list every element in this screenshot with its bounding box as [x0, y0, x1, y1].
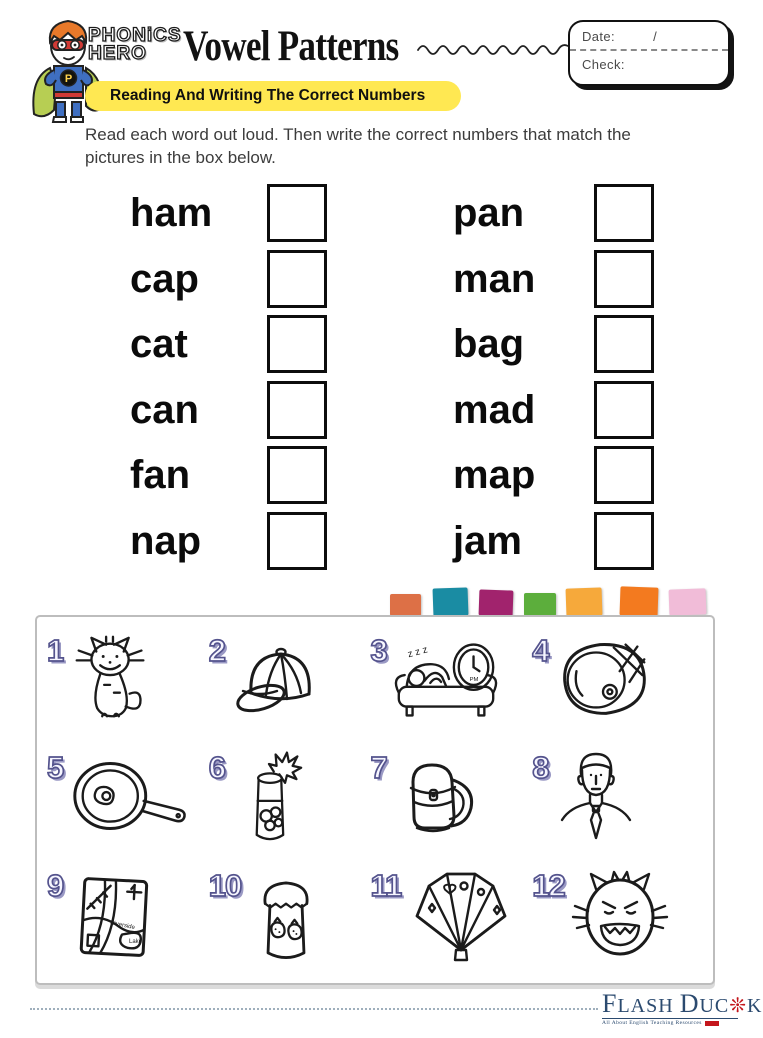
- word-fan: fan: [130, 453, 190, 497]
- date-separator: /: [653, 29, 658, 44]
- picture-number: 2: [208, 633, 225, 668]
- answer-box-fan[interactable]: [267, 446, 327, 504]
- picture-cell: [209, 625, 371, 742]
- word-jam: jam: [453, 519, 522, 563]
- answer-box-bag[interactable]: [594, 315, 654, 373]
- date-label: Date:: [582, 29, 616, 44]
- tab-color-3: [479, 589, 514, 616]
- picture-number: 5: [47, 750, 64, 786]
- svg-text:PM: PM: [469, 676, 479, 683]
- date-check-box: [568, 20, 730, 86]
- picture-cell: [209, 742, 371, 859]
- picture-number: 1: [47, 633, 64, 668]
- answer-box-ham[interactable]: [267, 184, 327, 242]
- check-label: Check:: [582, 57, 625, 72]
- picture-cell: [47, 742, 209, 859]
- picture-number: 10: [208, 867, 242, 903]
- logo-line-2: HERO: [88, 43, 147, 65]
- jam-picture: [241, 864, 331, 968]
- pan-picture: [63, 746, 191, 846]
- fan-picture: [401, 864, 521, 966]
- page-title: Vowel Patterns: [183, 23, 399, 70]
- answer-box-cap[interactable]: [267, 250, 327, 308]
- ham-picture: [549, 629, 657, 729]
- phonics-hero-logo: [88, 27, 182, 63]
- picture-number: 9: [47, 867, 64, 903]
- word-mad: mad: [453, 388, 536, 432]
- picture-number: 6: [208, 750, 225, 786]
- picture-number: 8: [532, 750, 549, 786]
- picture-cell: [371, 625, 533, 742]
- nap-picture: [387, 629, 505, 729]
- brand-word-duck: DUC❊K: [679, 989, 763, 1018]
- bag-picture: [387, 746, 487, 846]
- answer-box-mad[interactable]: [594, 381, 654, 439]
- tab-color-6: [620, 586, 659, 616]
- svg-text:z z z: z z z: [406, 644, 429, 661]
- squiggle-divider: [416, 38, 568, 62]
- word-bag: bag: [453, 322, 525, 366]
- logo-line-1: PHONiCS: [88, 25, 182, 46]
- can-picture: [225, 746, 313, 850]
- instructions-text: Read each word out loud. Then write the correct numbers that match the pictures in the box below.: [85, 125, 631, 167]
- answer-box-jam[interactable]: [594, 512, 654, 570]
- tab-color-4: [524, 593, 556, 616]
- picture-grid: [47, 625, 707, 977]
- flash-duck-logo: [602, 989, 763, 1026]
- picture-number: 3: [370, 633, 387, 668]
- tab-color-2: [433, 587, 469, 616]
- word-cat: cat: [130, 322, 188, 366]
- date-field[interactable]: [570, 22, 728, 51]
- mad-picture: [565, 864, 675, 966]
- picture-cell: [371, 860, 533, 977]
- word-ham: ham: [130, 191, 213, 235]
- tagline-text: All About English Teaching Resources: [602, 1020, 702, 1026]
- man-picture: [549, 746, 641, 846]
- svg-text:P: P: [64, 73, 73, 85]
- worksheet-subtitle-banner: Reading And Writing The Correct Numbers: [85, 81, 461, 111]
- cap-picture: [225, 629, 325, 729]
- picture-number: 11: [370, 867, 402, 903]
- answer-box-pan[interactable]: [594, 184, 654, 242]
- word-cap: cap: [130, 257, 199, 301]
- footer-dotted-line: [30, 1008, 598, 1010]
- brand-word-flash: FLASH: [602, 989, 674, 1018]
- word-pan: pan: [453, 191, 525, 235]
- tab-color-5: [566, 587, 603, 616]
- answer-box-can[interactable]: [267, 381, 327, 439]
- picture-cell: [371, 742, 533, 859]
- check-field[interactable]: [570, 51, 728, 72]
- word-can: can: [130, 388, 199, 432]
- tagline-red-block: [705, 1021, 719, 1026]
- picture-cell: [209, 860, 371, 977]
- svg-text:Lake: Lake: [129, 938, 143, 945]
- brand-tagline: [602, 1018, 738, 1026]
- word-man: man: [453, 257, 536, 301]
- word-map: map: [453, 453, 536, 497]
- word-nap: nap: [130, 519, 202, 563]
- tab-color-1: [390, 594, 421, 616]
- answer-box-man[interactable]: [594, 250, 654, 308]
- answer-box-map[interactable]: [594, 446, 654, 504]
- picture-number: 4: [532, 633, 549, 668]
- picture-cell: [532, 742, 707, 859]
- answer-box-cat[interactable]: [267, 315, 327, 373]
- tab-color-7: [669, 588, 707, 615]
- picture-cell: [47, 860, 209, 977]
- svg-text:Riverside: Riverside: [109, 919, 136, 931]
- picture-key-box: [35, 615, 715, 985]
- answer-box-nap[interactable]: [267, 512, 327, 570]
- map-picture: [63, 864, 163, 968]
- picture-number: 7: [370, 750, 387, 786]
- picture-cell: [532, 860, 707, 977]
- picture-cell: [47, 625, 209, 742]
- picture-number: 12: [532, 867, 565, 903]
- cat-picture: [63, 629, 161, 729]
- picture-cell: [532, 625, 707, 742]
